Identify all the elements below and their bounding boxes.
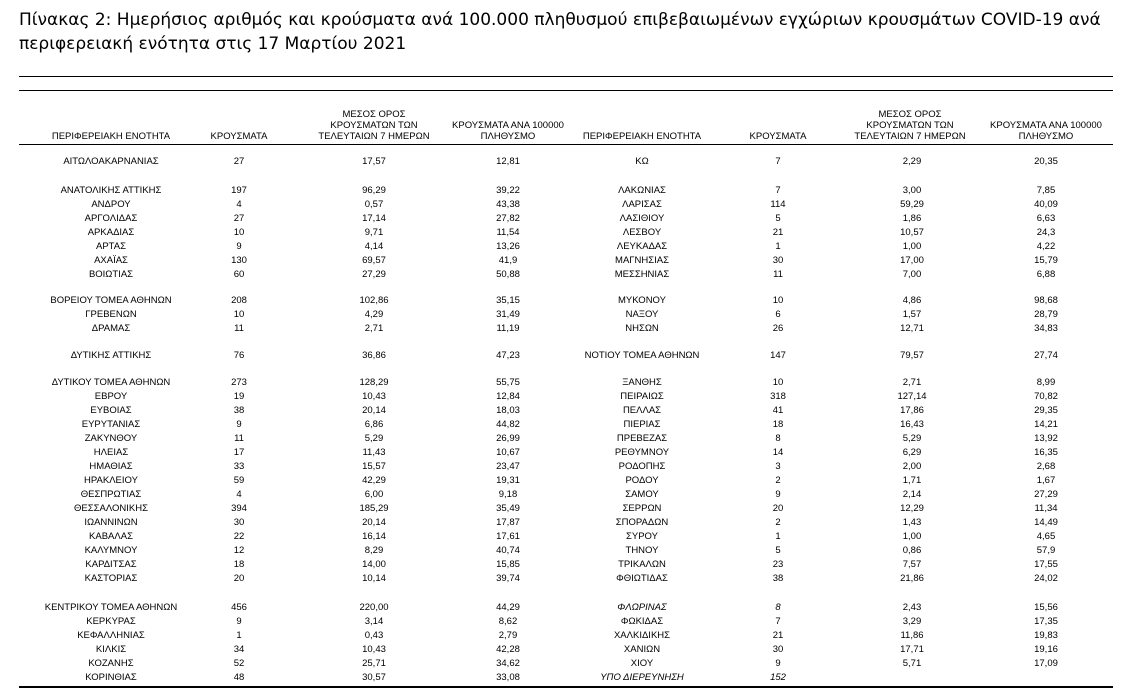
- table-cell: 38: [772, 573, 784, 584]
- table-cell: 17,57: [362, 156, 386, 167]
- table-cell: 39,22: [496, 185, 520, 196]
- table-cell: 24,3: [1036, 227, 1056, 238]
- table-cell: ΠΕΛΛΑΣ: [622, 405, 662, 416]
- table-cell: 17: [233, 447, 245, 458]
- table-cell: 18: [233, 559, 245, 570]
- table-top-rule: [19, 90, 1113, 91]
- table-cell: ΧΑΛΚΙΔΙΚΗΣ: [613, 630, 671, 641]
- table-cell: 5,29: [902, 433, 922, 444]
- table-title: Πίνακας 2: Ημερήσιος αριθμός και κρούσματα ανά 100.000 πληθυσμού επιβεβαιωμένων εγχώριων κρουσμάτων COVID-19 ανά περιφερειακή ενότητα στις 17 Μαρτίου 2021: [19, 10, 1101, 54]
- table-cell: 30: [233, 517, 245, 528]
- table-cell: ΑΝΔΡΟΥ: [91, 199, 131, 210]
- table-cell: 23: [772, 559, 784, 570]
- table-cell: 30: [772, 644, 784, 655]
- table-cell: 30,57: [362, 672, 386, 683]
- table-cell: ΙΩΑΝΝΙΝΩΝ: [84, 517, 138, 528]
- table-cell: ΝΟΤΙΟΥ ΤΟΜΕΑ ΑΘΗΝΩΝ: [584, 350, 700, 361]
- table-cell: 12,29: [900, 503, 924, 514]
- table-cell: 1,71: [902, 475, 922, 486]
- table-cell: 27: [233, 213, 245, 224]
- table-cell: 8,62: [498, 616, 518, 627]
- table-cell: 44,82: [496, 419, 520, 430]
- table-cell: ΑΝΑΤΟΛΙΚΗΣ ΑΤΤΙΚΗΣ: [60, 185, 162, 196]
- table-cell: 3,14: [364, 616, 384, 627]
- table-cell: ΛΑΣΙΘΙΟΥ: [619, 213, 665, 224]
- table-cell: 147: [770, 350, 786, 361]
- table-cell: ΛΕΣΒΟΥ: [622, 227, 662, 238]
- table-cell: 1: [775, 241, 781, 252]
- table-cell: ΚΟΖΑΝΗΣ: [88, 658, 134, 669]
- table-cell: 4: [236, 199, 242, 210]
- table-cell: ΣΠΟΡΑΔΩΝ: [615, 517, 669, 528]
- table-cell: 35,15: [496, 295, 520, 306]
- table-cell: 33: [233, 461, 245, 472]
- table-cell: 34,83: [1034, 323, 1058, 334]
- table-cell: 273: [231, 377, 247, 388]
- table-cell: 1: [236, 630, 242, 641]
- table-cell: 6,86: [364, 419, 384, 430]
- table-cell: 0,86: [902, 545, 922, 556]
- table-cell: ΠΡΕΒΕΖΑΣ: [616, 433, 668, 444]
- table-cell: 34,62: [496, 658, 520, 669]
- table-cell: [840, 671, 984, 685]
- table-cell: ΚΑΣΤΟΡΙΑΣ: [84, 573, 138, 584]
- table-cell: 44,29: [496, 602, 520, 613]
- table-cell: 14,21: [1034, 419, 1058, 430]
- table-cell: 20,14: [362, 405, 386, 416]
- table-cell: ΚΙΛΚΙΣ: [95, 644, 127, 655]
- table-cell: 6,88: [1036, 269, 1056, 280]
- table-cell: 18,03: [496, 405, 520, 416]
- table-cell: 4,14: [364, 241, 384, 252]
- table-cell: ΘΕΣΠΡΩΤΙΑΣ: [80, 489, 142, 500]
- table-cell: 2,14: [902, 489, 922, 500]
- table-cell: 8: [775, 433, 781, 444]
- table-cell: ΗΛΕΙΑΣ: [93, 447, 129, 458]
- table-cell: ΒΟΡΕΙΟΥ ΤΟΜΕΑ ΑΘΗΝΩΝ: [50, 295, 172, 306]
- table-cell: ΧΙΟΥ: [630, 658, 654, 669]
- column-header-1: ΚΡΟΥΣΜΑΤΑ: [210, 131, 268, 142]
- table-cell: 6: [775, 309, 781, 320]
- table-cell: 79,57: [900, 350, 924, 361]
- table-cell: 12: [233, 545, 245, 556]
- table-cell: 19,16: [1034, 644, 1058, 655]
- table-cell: ΦΩΚΙΔΑΣ: [620, 616, 664, 627]
- table-cell: ΝΗΣΩΝ: [625, 323, 659, 334]
- table-cell: 1,57: [902, 309, 922, 320]
- table-cell: 17,35: [1034, 616, 1058, 627]
- table-cell: 39,74: [496, 573, 520, 584]
- table-cell: 12,84: [496, 391, 520, 402]
- table-cell: 2: [775, 517, 781, 528]
- table-cell: 15,85: [496, 559, 520, 570]
- table-cell: 130: [231, 255, 247, 266]
- table-cell: 14: [772, 447, 784, 458]
- table-cell: 48: [233, 672, 245, 683]
- table-cell: ΤΗΝΟΥ: [625, 545, 659, 556]
- table-cell: 70,82: [1034, 391, 1058, 402]
- table-cell: 3: [775, 461, 781, 472]
- table-cell: 10: [233, 309, 245, 320]
- table-cell: 17,87: [496, 517, 520, 528]
- table-cell: ΜΕΣΣΗΝΙΑΣ: [614, 269, 670, 280]
- table-cell: 4,22: [1036, 241, 1056, 252]
- table-cell: 30: [772, 255, 784, 266]
- table-cell: ΣΕΡΡΩΝ: [622, 503, 662, 514]
- table-cell: 11: [773, 269, 783, 280]
- table-cell: 31,49: [496, 309, 520, 320]
- table-cell: 16,14: [362, 531, 386, 542]
- table-cell: 21: [772, 630, 784, 641]
- table-cell: 27,29: [362, 269, 386, 280]
- table-cell: ΑΡΓΟΛΙΔΑΣ: [84, 213, 138, 224]
- table-cell: 17,09: [1034, 658, 1058, 669]
- table-cell: ΚΕΦΑΛΛΗΝΙΑΣ: [77, 630, 145, 641]
- table-cell: ΜΥΚΟΝΟΥ: [618, 295, 666, 306]
- column-header-2: ΜΕΣΟΣ ΟΡΟΣ ΚΡΟΥΣΜΑΤΩΝ ΤΩΝ ΤΕΛΕΥΤΑΙΩΝ 7 ΗΜΕΡΩΝ: [318, 109, 430, 142]
- table-cell: ΦΛΩΡΙΝΑΣ: [617, 602, 667, 613]
- table-cell: ΡΟΔΟΥ: [625, 475, 659, 486]
- table-cell: 9: [236, 419, 242, 430]
- table-cell: 22: [233, 531, 245, 542]
- table-cell: 2,00: [902, 461, 922, 472]
- table-cell: 27,29: [1034, 489, 1058, 500]
- table-cell: 21,86: [900, 573, 924, 584]
- table-cell: 7: [775, 156, 781, 167]
- table-cell: 17,55: [1034, 559, 1058, 570]
- table-cell: ΛΕΥΚΑΔΑΣ: [616, 241, 668, 252]
- table-cell: 98,68: [1034, 295, 1058, 306]
- table-cell: 43,38: [496, 199, 520, 210]
- table-cell: 3,29: [902, 616, 922, 627]
- table-cell: 17,14: [362, 213, 386, 224]
- table-cell: 127,14: [897, 391, 927, 402]
- table-cell: 11,54: [496, 227, 520, 238]
- table-cell: 20: [772, 503, 784, 514]
- table-cell: 7,00: [902, 269, 922, 280]
- table-cell: 34: [233, 644, 245, 655]
- bottom-rule: [19, 686, 1113, 688]
- table-cell: 5: [775, 545, 781, 556]
- table-cell: ΚΑΡΔΙΤΣΑΣ: [85, 559, 137, 570]
- table-cell: ΔΥΤΙΚΟΥ ΤΟΜΕΑ ΑΘΗΝΩΝ: [51, 377, 171, 388]
- column-header-3: ΚΡΟΥΣΜΑΤΑ ΑΝΑ 100000 ΠΛΗΘΥΣΜΟ: [452, 120, 564, 142]
- table-cell: 20: [233, 573, 245, 584]
- table-cell: 57,9: [1036, 545, 1056, 556]
- table-cell: 5,29: [364, 433, 384, 444]
- table-cell: 2,71: [902, 377, 922, 388]
- table-cell: 5,71: [902, 658, 922, 669]
- table-cell: 11: [234, 323, 244, 334]
- table-cell: 3,00: [902, 185, 922, 196]
- table-cell: 7: [775, 616, 781, 627]
- table-cell: 2,68: [1036, 461, 1056, 472]
- table-cell: ΔΥΤΙΚΗΣ ΑΤΤΙΚΗΣ: [70, 350, 152, 361]
- table-cell: ΚΕΝΤΡΙΚΟΥ ΤΟΜΕΑ ΑΘΗΝΩΝ: [44, 602, 178, 613]
- table-cell: 10,43: [362, 391, 386, 402]
- table-cell: ΖΑΚΥΝΘΟΥ: [84, 433, 138, 444]
- table-cell: ΚΑΛΥΜΝΟΥ: [84, 545, 138, 556]
- table-cell: 52: [233, 658, 245, 669]
- table-cell: ΤΡΙΚΑΛΩΝ: [618, 559, 666, 570]
- table-cell: 13,26: [496, 241, 520, 252]
- table-cell: ΒΟΙΩΤΙΑΣ: [88, 269, 134, 280]
- table-cell: 220,00: [359, 602, 389, 613]
- table-cell: ΧΑΝΙΩΝ: [623, 644, 661, 655]
- table-cell: ΦΘΙΩΤΙΔΑΣ: [616, 573, 668, 584]
- table-cell: ΚΕΡΚΥΡΑΣ: [86, 616, 136, 627]
- table-cell: 29,35: [1034, 405, 1058, 416]
- table-cell: 6,29: [902, 447, 922, 458]
- table-cell: 11,34: [1034, 503, 1058, 514]
- table-cell: 11: [234, 433, 244, 444]
- table-cell: 11,43: [362, 447, 386, 458]
- table-cell: 26: [772, 323, 784, 334]
- table-cell: ΜΑΓΝΗΣΙΑΣ: [615, 255, 669, 266]
- table-cell: 4,29: [364, 309, 384, 320]
- table-cell: ΗΡΑΚΛΕΙΟΥ: [84, 475, 138, 486]
- table-cell: ΠΕΙΡΑΙΩΣ: [620, 391, 664, 402]
- table-cell: 185,29: [359, 503, 389, 514]
- table-cell: 10: [772, 377, 784, 388]
- table-cell: 1,00: [902, 531, 922, 542]
- table-cell: 9: [236, 241, 242, 252]
- table-cell: 20,14: [362, 517, 386, 528]
- table-cell: 47,23: [496, 350, 520, 361]
- table-cell: 10,57: [900, 227, 924, 238]
- table-cell: 152: [770, 672, 786, 683]
- table-cell: 21: [772, 227, 784, 238]
- table-cell: 26,99: [496, 433, 520, 444]
- table-cell: 35,49: [496, 503, 520, 514]
- table-cell: 16,43: [900, 419, 924, 430]
- table-cell: 41: [772, 405, 784, 416]
- table-cell: 8: [775, 602, 781, 613]
- table-cell: 7,57: [902, 559, 922, 570]
- table-cell: ΕΥΡΥΤΑΝΙΑΣ: [81, 419, 141, 430]
- column-header-0: ΠΕΡΙΦΕΡΕΙΑΚΗ ΕΝΟΤΗΤΑ: [51, 131, 171, 142]
- table-cell: 10,43: [362, 644, 386, 655]
- table-cell: 8,29: [364, 545, 384, 556]
- table-cell: ΡΟΔΟΠΗΣ: [618, 461, 666, 472]
- table-cell: 394: [231, 503, 247, 514]
- table-cell: 11,86: [900, 630, 924, 641]
- table-cell: ΑΡΚΑΔΙΑΣ: [87, 227, 135, 238]
- table-cell: 102,86: [359, 295, 389, 306]
- table-cell: 25,71: [362, 658, 386, 669]
- table-cell: 4: [236, 489, 242, 500]
- table-cell: ΞΑΝΘΗΣ: [622, 377, 662, 388]
- table-cell: ΚΟΡΙΝΘΙΑΣ: [85, 672, 137, 683]
- header-rule: [19, 144, 1113, 145]
- table-cell: 9,71: [364, 227, 384, 238]
- table-cell: ΓΡΕΒΕΝΩΝ: [85, 309, 137, 320]
- table-cell: 28,79: [1034, 309, 1058, 320]
- table-cell: 15,56: [1034, 602, 1058, 613]
- table-cell: [980, 671, 1112, 685]
- top-rule: [19, 76, 1113, 77]
- table-cell: 2,43: [902, 602, 922, 613]
- table-cell: 456: [231, 602, 247, 613]
- table-cell: ΛΑΡΙΣΑΣ: [622, 199, 662, 210]
- table-cell: 33,08: [496, 672, 520, 683]
- table-cell: 1,00: [902, 241, 922, 252]
- table-cell: ΛΑΚΩΝΙΑΣ: [618, 185, 666, 196]
- column-header-5: ΚΡΟΥΣΜΑΤΑ: [749, 131, 807, 142]
- table-cell: ΣΥΡΟΥ: [626, 531, 658, 542]
- table-cell: 2,29: [902, 156, 922, 167]
- table-cell: 60: [233, 269, 245, 280]
- table-cell: 9,18: [498, 489, 518, 500]
- table-cell: ΡΕΘΥΜΝΟΥ: [614, 447, 670, 458]
- table-cell: 17,71: [900, 644, 924, 655]
- table-cell: ΥΠΟ ΔΙΕΡΕΥΝΗΣΗ: [600, 672, 684, 683]
- table-cell: 50,88: [496, 269, 520, 280]
- table-cell: 0,43: [364, 630, 384, 641]
- table-cell: ΝΑΞΟΥ: [625, 309, 659, 320]
- table-cell: 0,57: [364, 199, 384, 210]
- table-cell: 14,00: [362, 559, 386, 570]
- table-cell: 38: [233, 405, 245, 416]
- table-cell: 12,71: [900, 323, 924, 334]
- table-cell: 197: [231, 185, 247, 196]
- table-cell: 1: [775, 531, 781, 542]
- table-cell: 10: [233, 227, 245, 238]
- table-cell: 59,29: [900, 199, 924, 210]
- table-cell: 13,92: [1034, 433, 1058, 444]
- table-cell: 2,79: [498, 630, 518, 641]
- table-cell: 1,43: [902, 517, 922, 528]
- table-cell: 15,57: [362, 461, 386, 472]
- table-cell: 10: [772, 295, 784, 306]
- table-cell: 42,28: [496, 644, 520, 655]
- table-cell: 128,29: [359, 377, 389, 388]
- table-cell: 17,00: [900, 255, 924, 266]
- table-cell: 9: [775, 489, 781, 500]
- column-header-7: ΚΡΟΥΣΜΑΤΑ ΑΝΑ 100000 ΠΛΗΘΥΣΜΟ: [990, 120, 1102, 142]
- table-cell: 40,74: [496, 545, 520, 556]
- table-cell: 7,85: [1036, 185, 1056, 196]
- table-cell: 24,02: [1034, 573, 1058, 584]
- table-cell: 19,31: [496, 475, 520, 486]
- table-cell: 17,86: [900, 405, 924, 416]
- table-cell: 59: [233, 475, 245, 486]
- table-cell: 114: [770, 199, 786, 210]
- column-header-6: ΜΕΣΟΣ ΟΡΟΣ ΚΡΟΥΣΜΑΤΩΝ ΤΩΝ ΤΕΛΕΥΤΑΙΩΝ 7 ΗΜΕΡΩΝ: [854, 109, 966, 142]
- table-cell: 96,29: [362, 185, 386, 196]
- table-cell: 5: [775, 213, 781, 224]
- table-cell: ΑΧΑΪΑΣ: [94, 255, 128, 266]
- table-cell: 76: [233, 350, 245, 361]
- table-cell: 8,99: [1036, 377, 1056, 388]
- table-cell: 18: [772, 419, 784, 430]
- table-cell: 1,86: [902, 213, 922, 224]
- table-cell: 42,29: [362, 475, 386, 486]
- table-cell: ΑΡΤΑΣ: [96, 241, 126, 252]
- table-cell: 19: [233, 391, 245, 402]
- table-cell: 208: [231, 295, 247, 306]
- table-cell: 36,86: [362, 350, 386, 361]
- table-cell: 2,71: [364, 323, 384, 334]
- table-cell: 55,75: [496, 377, 520, 388]
- table-cell: 15,79: [1034, 255, 1058, 266]
- table-cell: ΗΜΑΘΙΑΣ: [89, 461, 133, 472]
- column-header-4: ΠΕΡΙΦΕΡΕΙΑΚΗ ΕΝΟΤΗΤΑ: [582, 131, 702, 142]
- table-cell: 6,00: [364, 489, 384, 500]
- table-cell: 318: [770, 391, 786, 402]
- table-cell: 23,47: [496, 461, 520, 472]
- table-cell: ΕΥΒΟΙΑΣ: [90, 405, 132, 416]
- table-cell: 9: [236, 616, 242, 627]
- table-cell: 41,9: [498, 255, 518, 266]
- table-cell: 1,67: [1036, 475, 1056, 486]
- table-cell: ΕΒΡΟΥ: [94, 391, 128, 402]
- table-cell: 4,65: [1036, 531, 1056, 542]
- table-cell: 27,82: [496, 213, 520, 224]
- table-cell: ΑΙΤΩΛΟΑΚΑΡΝΑΝΙΑΣ: [63, 156, 159, 167]
- table-cell: ΘΕΣΣΑΛΟΝΙΚΗΣ: [74, 503, 148, 514]
- table-cell: 9: [775, 658, 781, 669]
- table-cell: 20,35: [1034, 156, 1058, 167]
- table-cell: 6,63: [1036, 213, 1056, 224]
- table-cell: ΣΑΜΟΥ: [625, 489, 659, 500]
- table-cell: 27,74: [1034, 350, 1058, 361]
- table-cell: 19,83: [1034, 630, 1058, 641]
- table-cell: 4,86: [902, 295, 922, 306]
- table-cell: 14,49: [1034, 517, 1058, 528]
- table-cell: 11,19: [496, 323, 520, 334]
- table-cell: 12,81: [496, 156, 520, 167]
- table-cell: 40,09: [1034, 199, 1058, 210]
- table-cell: 10,14: [362, 573, 386, 584]
- table-cell: 17,61: [496, 531, 520, 542]
- table-cell: 27: [233, 156, 245, 167]
- table-cell: 10,67: [496, 447, 520, 458]
- table-cell: ΠΙΕΡΙΑΣ: [623, 419, 661, 430]
- table-cell: 16,35: [1034, 447, 1058, 458]
- table-cell: 69,57: [362, 255, 386, 266]
- table-cell: ΚΑΒΑΛΑΣ: [89, 531, 133, 542]
- table-cell: ΔΡΑΜΑΣ: [91, 323, 131, 334]
- table-cell: 2: [775, 475, 781, 486]
- table-cell: 7: [775, 185, 781, 196]
- table-cell: ΚΩ: [635, 156, 649, 167]
